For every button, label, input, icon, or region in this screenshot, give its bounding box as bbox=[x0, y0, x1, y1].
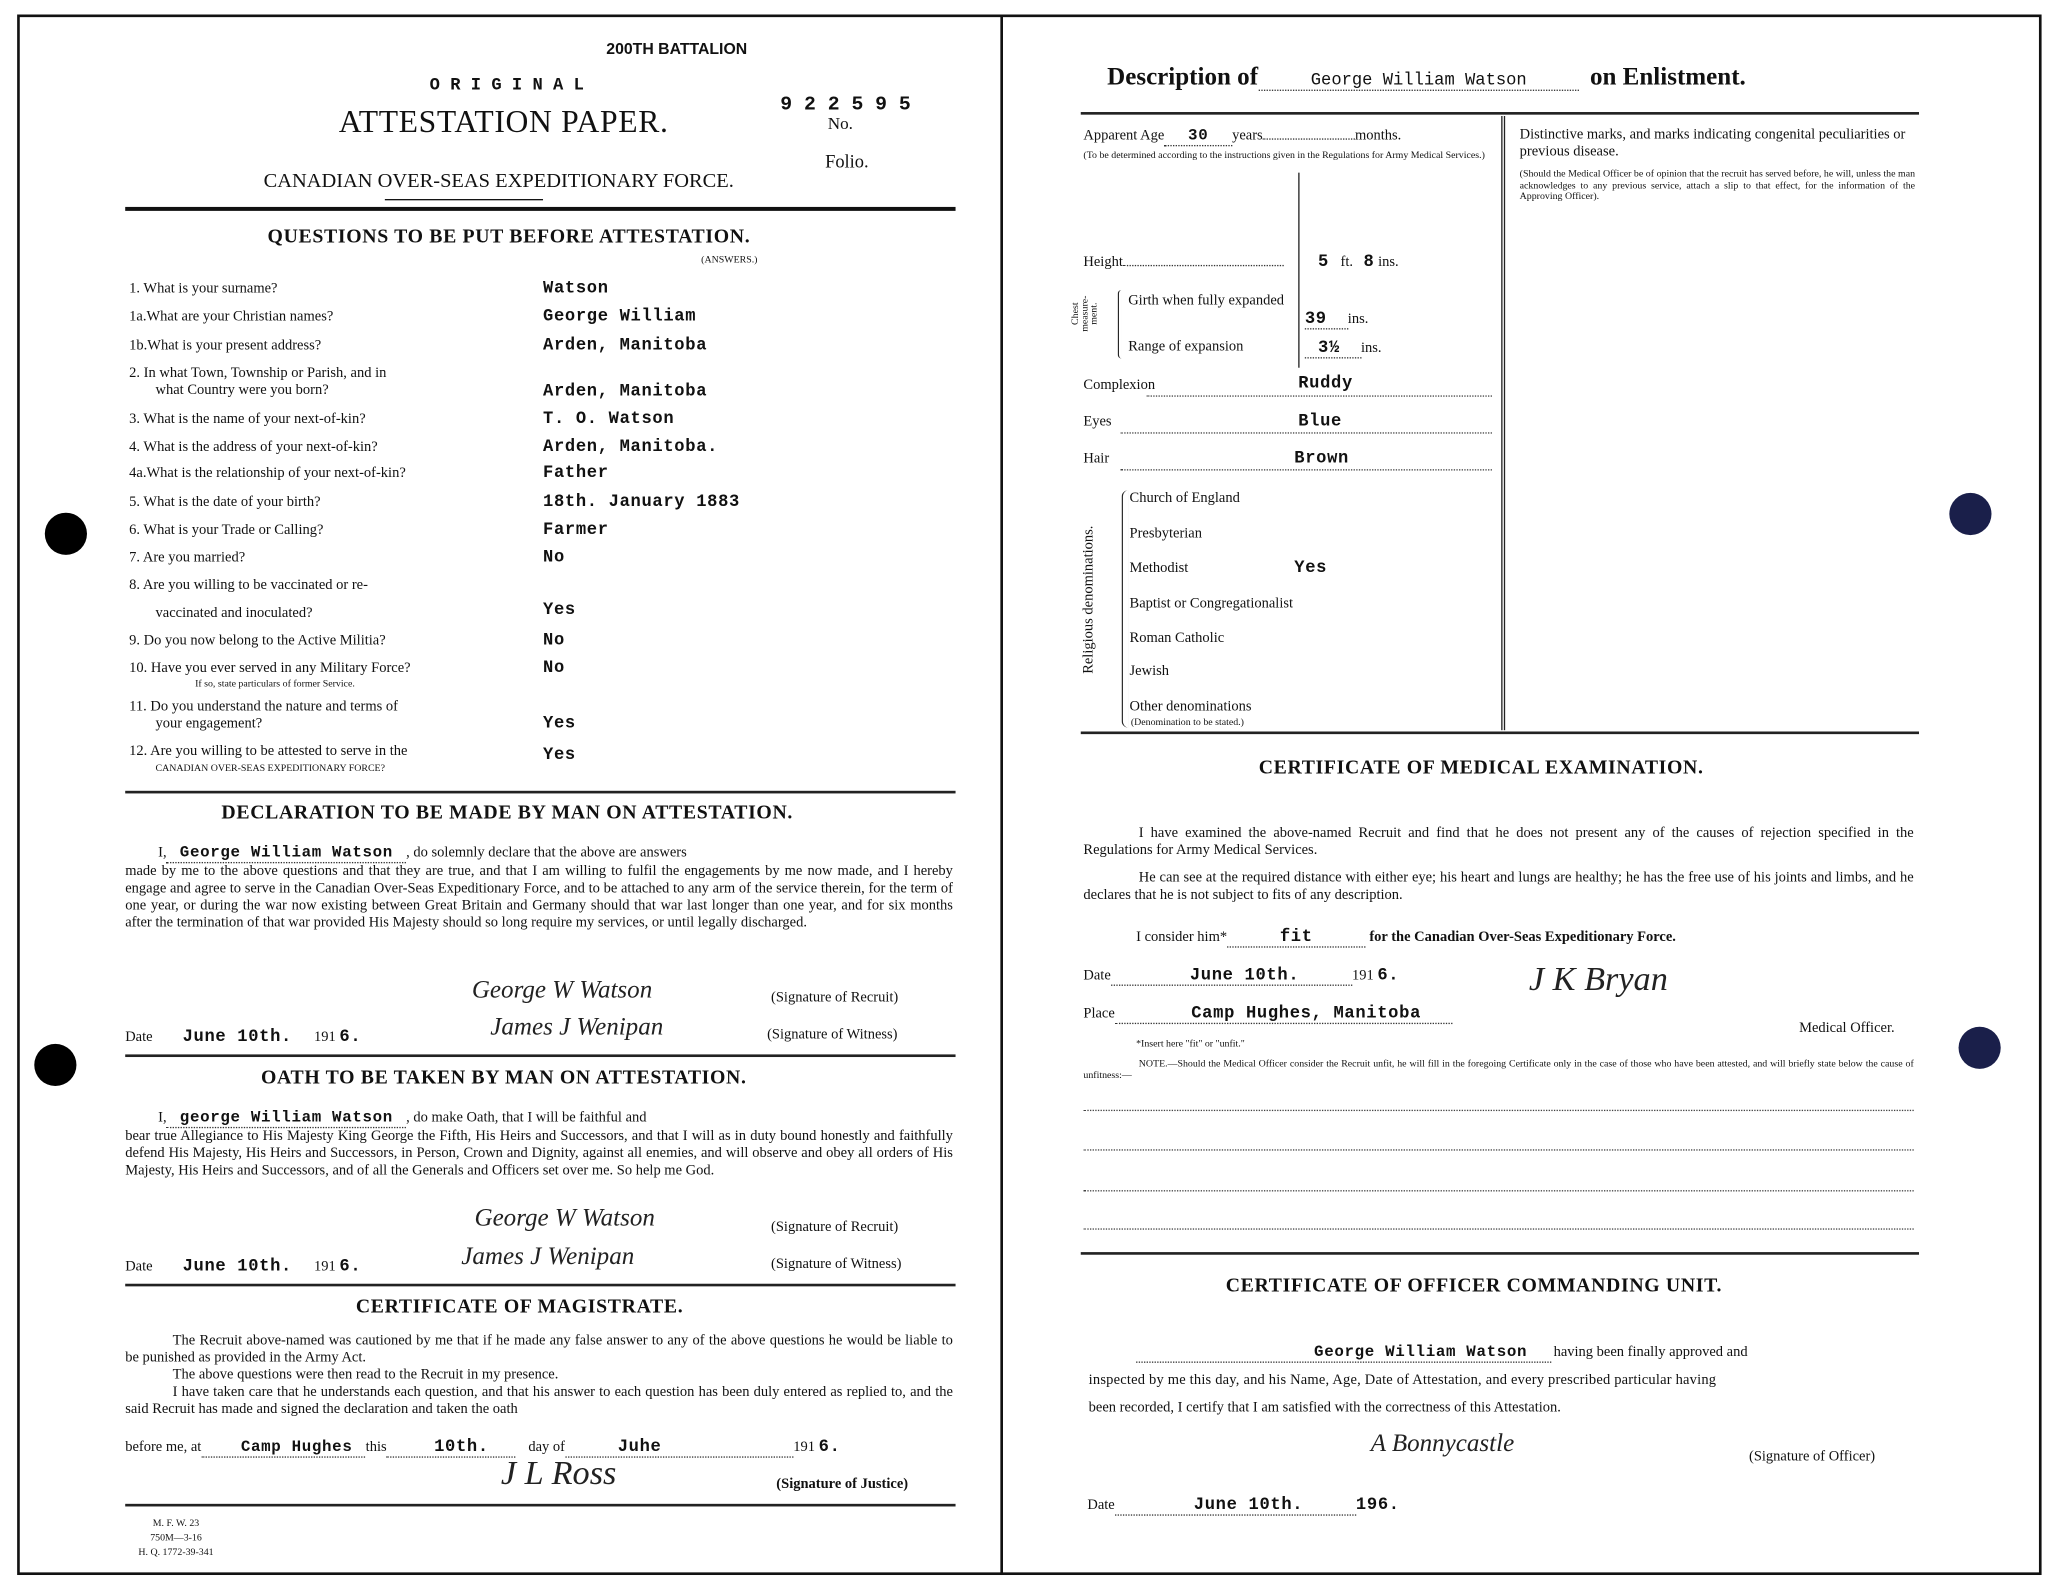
questions-heading: QUESTIONS TO BE PUT BEFORE ATTESTATION. bbox=[267, 226, 751, 248]
punch-hole bbox=[45, 513, 87, 555]
punch-hole bbox=[1949, 493, 1991, 535]
medical-text-1: I have examined the above-named Recruit and find that he does not present any of the causes of rejection specified in the Regulations for Army Medical Services. bbox=[1083, 825, 1914, 859]
text-label: 191 bbox=[1351, 967, 1374, 984]
text-label: Have you ever served in any Military Force? bbox=[150, 660, 411, 677]
answer-field: No bbox=[543, 546, 565, 567]
bracket bbox=[1118, 290, 1122, 359]
text-label: Description of bbox=[1107, 63, 1259, 91]
divider bbox=[1081, 112, 1919, 115]
divider bbox=[125, 207, 955, 211]
text-segment bbox=[1136, 1343, 1748, 1363]
text-label: 9. bbox=[129, 632, 141, 649]
text-label: on Enlistment. bbox=[1589, 63, 1746, 91]
text-label: 7. bbox=[129, 549, 141, 566]
blank-line bbox=[1083, 1228, 1913, 1229]
question-row bbox=[129, 577, 368, 593]
text-label: What are your Christian names? bbox=[146, 308, 334, 325]
original-stamp: O R I G I N A L bbox=[429, 75, 584, 95]
divider bbox=[125, 1504, 955, 1507]
page-divider bbox=[1000, 14, 1003, 1575]
text-segment bbox=[1136, 927, 1676, 948]
fitness-value: fit bbox=[1227, 927, 1365, 948]
regimental-number: 9 2 2 5 9 5 bbox=[780, 93, 911, 116]
answer-field: George William bbox=[543, 305, 697, 326]
answer-field: Arden, Manitoba. bbox=[543, 436, 719, 457]
question-row bbox=[129, 337, 321, 353]
complexion-value: Ruddy bbox=[1298, 372, 1353, 393]
answer-field: No bbox=[543, 657, 565, 678]
text-segment bbox=[1120, 469, 1492, 470]
description-title bbox=[1107, 63, 1746, 92]
answer-field: No bbox=[543, 630, 565, 650]
answer-field: Arden, Manitoba bbox=[543, 334, 708, 355]
text-label: , do solemnly declare that the above are answers bbox=[406, 844, 687, 861]
witness-signature: James J Wenipan bbox=[490, 1013, 664, 1042]
text-label: What is your surname? bbox=[143, 280, 278, 297]
text-label: for the Canadian Over-Seas Expeditionary Force. bbox=[1369, 929, 1676, 946]
religion-row: Church of England bbox=[1129, 490, 1240, 507]
answer-field: Father bbox=[543, 462, 609, 483]
officer-date: June 10th. bbox=[1115, 1495, 1356, 1516]
eyes-label: Eyes bbox=[1083, 413, 1112, 430]
medical-date: June 10th. bbox=[1111, 965, 1352, 986]
question-row bbox=[129, 550, 245, 566]
text-segment bbox=[1083, 1003, 1452, 1024]
text-label: 6. bbox=[1377, 964, 1400, 985]
eyes-value: Blue bbox=[1298, 411, 1343, 431]
divider bbox=[1081, 731, 1919, 734]
question-row-cont: If so, state particulars of former Service. bbox=[195, 677, 355, 690]
text-segment bbox=[158, 844, 687, 864]
chest-range: 3½ bbox=[1305, 337, 1361, 358]
text-label: 11. bbox=[129, 698, 147, 715]
magistrate-place: Camp Hughes bbox=[201, 1438, 365, 1458]
justice-signature: J L Ross bbox=[500, 1453, 617, 1492]
date-field: June 10th. bbox=[182, 1026, 292, 1047]
question-row bbox=[129, 633, 386, 649]
text-label: 196. bbox=[1355, 1494, 1400, 1515]
question-row-cont: your engagement? bbox=[155, 715, 263, 732]
form-footer bbox=[138, 1516, 213, 1559]
column-divider bbox=[1501, 116, 1505, 730]
blank-line bbox=[1083, 1190, 1913, 1191]
text-label: 6. bbox=[339, 1256, 362, 1276]
officer-heading: CERTIFICATE OF OFFICER COMMANDING UNIT. bbox=[1225, 1275, 1723, 1297]
text-label: What is the name of your next-of-kin? bbox=[143, 411, 366, 428]
question-row-cont: what Country were you born? bbox=[155, 382, 329, 399]
denomination-note: (Denomination to be stated.) bbox=[1130, 715, 1244, 728]
text-segment bbox=[1147, 395, 1492, 396]
text-label: ins. bbox=[1360, 340, 1382, 356]
text-segment bbox=[1263, 138, 1355, 139]
bracket bbox=[1122, 490, 1129, 727]
unfit-note: NOTE.—Should the Medical Officer consider the Recruit unfit, he will fill in the foregoing Certificate only in the case of those who have been attested, and will briefly state below the cause of unfitness:— bbox=[1083, 1057, 1914, 1081]
religion-row: Roman Catholic bbox=[1129, 630, 1225, 646]
recruit-signature: George W Watson bbox=[471, 976, 653, 1005]
text-label: 6. bbox=[818, 1436, 841, 1457]
text-segment bbox=[1083, 127, 1401, 147]
subtitle: CANADIAN OVER-SEAS EXPEDITIONARY FORCE. bbox=[263, 170, 734, 193]
blank-line bbox=[1083, 1110, 1913, 1111]
text-label: 4. bbox=[129, 438, 141, 455]
no-label: No. bbox=[827, 113, 853, 134]
divider bbox=[1081, 1252, 1919, 1255]
text-label: Place bbox=[1083, 1005, 1115, 1022]
medical-officer-label: Medical Officer. bbox=[1799, 1020, 1895, 1036]
text-label: What is the relationship of your next-of-kin? bbox=[146, 465, 406, 482]
question-row bbox=[129, 522, 323, 538]
text-label: Date bbox=[125, 1029, 153, 1046]
magistrate-day: 10th. bbox=[387, 1437, 516, 1458]
text-label: Height bbox=[1083, 254, 1123, 271]
religion-row: Presbyterian bbox=[1129, 525, 1202, 542]
officer-signature: A Bonnycastle bbox=[1370, 1430, 1515, 1458]
text-label: Date bbox=[1087, 1497, 1115, 1514]
text-label: 1b. bbox=[129, 337, 148, 354]
text-label: 191 bbox=[793, 1439, 816, 1456]
religion-row: Methodist bbox=[1129, 560, 1189, 576]
magistrate-heading: CERTIFICATE OF MAGISTRATE. bbox=[355, 1296, 684, 1318]
question-row bbox=[129, 411, 365, 427]
text-label: 1. bbox=[129, 280, 141, 297]
text-label: this bbox=[365, 1439, 387, 1456]
text-label: M. F. W. 23 bbox=[152, 1517, 200, 1529]
medical-text-2: He can see at the required distance with either eye; his heart and lungs are healthy; he has the free use of his joints and limbs, and he declares that he is not subject to fits of any description. bbox=[1083, 869, 1914, 903]
text-label: Do you understand the nature and terms of bbox=[150, 698, 398, 715]
text-segment bbox=[1123, 265, 1284, 266]
text-label: Apparent Age bbox=[1083, 127, 1165, 144]
oath-name: george William Watson bbox=[167, 1108, 407, 1128]
text-segment bbox=[1083, 965, 1399, 986]
signature-of-justice-label: (Signature of Justice) bbox=[776, 1476, 909, 1492]
divider bbox=[125, 1054, 955, 1057]
answer-field: Watson bbox=[543, 278, 609, 298]
officer-recruit-name: George William Watson bbox=[1136, 1343, 1551, 1363]
religion-row: Baptist or Congregationalist bbox=[1129, 595, 1294, 612]
magistrate-month: Juhe bbox=[565, 1437, 793, 1458]
text-label: ins. bbox=[1347, 311, 1369, 327]
text-label: Do you now belong to the Active Militia? bbox=[143, 632, 386, 649]
column-divider bbox=[1298, 173, 1299, 368]
signature-of-recruit-label: (Signature of Recruit) bbox=[771, 1219, 899, 1235]
text-segment bbox=[1128, 339, 1243, 355]
answer-field: T. O. Watson bbox=[543, 408, 675, 429]
text-label: , do make Oath, that I will be faithful and bbox=[406, 1109, 647, 1126]
text-label: 1a. bbox=[129, 308, 147, 325]
text-label: 191 bbox=[314, 1029, 336, 1046]
hair-label: Hair bbox=[1083, 450, 1110, 467]
age-years: 30 bbox=[1164, 127, 1232, 147]
magistrate-text-3: I have taken care that he understands each question, and that his answer to each question has been duly entered as replied to, and the said Recruit has made and signed the declaration and taken the oath bbox=[125, 1383, 953, 1417]
signature-of-witness-label: (Signature of Witness) bbox=[771, 1256, 902, 1272]
text-label: What is the address of your next-of-kin? bbox=[143, 438, 378, 455]
punch-hole bbox=[1959, 1027, 2001, 1069]
answers-label: (ANSWERS.) bbox=[701, 253, 758, 265]
medical-officer-signature: J K Bryan bbox=[1528, 959, 1668, 998]
text-label: 12. bbox=[129, 743, 148, 760]
distinctive-marks-note: (Should the Medical Officer be of opinion that the recruit has served before, he will, unless the man acknowledges to any previous service, attach a slip to that effect, for the information of the Approving Officer). bbox=[1519, 167, 1916, 202]
hair-value: Brown bbox=[1294, 448, 1349, 468]
text-label: 6. bbox=[129, 521, 141, 538]
question-row bbox=[129, 365, 386, 381]
text-label: Range of expansion bbox=[1128, 338, 1244, 355]
question-row bbox=[129, 281, 277, 297]
text-label: years bbox=[1232, 127, 1263, 144]
answer-field: Yes bbox=[543, 744, 576, 765]
text-segment bbox=[1305, 337, 1382, 358]
text-label: What is your present address? bbox=[147, 337, 322, 354]
medical-place: Camp Hughes, Manitoba bbox=[1115, 1003, 1453, 1024]
text-label: Are you willing to be attested to serve in the bbox=[150, 743, 408, 760]
text-label: I, bbox=[158, 1109, 167, 1126]
text-label: Are you willing to be vaccinated or re- bbox=[142, 577, 368, 594]
text-segment bbox=[1305, 308, 1369, 329]
text-label: In what Town, Township or Parish, and in bbox=[143, 365, 387, 381]
answer-field: Farmer bbox=[543, 519, 609, 540]
declaration-name: George William Watson bbox=[167, 844, 407, 864]
text-label: Are you married? bbox=[142, 549, 246, 566]
girth-label: Girth when fully expanded bbox=[1128, 292, 1285, 309]
text-label: 750M—3-16 bbox=[150, 1531, 202, 1544]
punch-hole bbox=[34, 1044, 76, 1086]
question-row bbox=[129, 439, 378, 455]
answer-field: Arden, Manitoba bbox=[543, 380, 708, 401]
officer-text: inspected by me this day, and his Name, Age, Date of Attestation, and every prescribed particular having bbox=[1088, 1372, 1717, 1388]
text-segment bbox=[125, 1437, 840, 1458]
question-row bbox=[129, 465, 406, 481]
text-label: 3. bbox=[129, 411, 141, 428]
blank-line bbox=[1083, 1149, 1913, 1150]
folio-label: Folio. bbox=[825, 152, 869, 173]
oath-text: bear true Allegiance to His Majesty King George the Fifth, His Heirs and Successors, and that I will as in duty bound honestly and faithfully defend His Majesty, His Heirs and Successors, in Person, Crown and Dignity, against all enemies, and will observe and obey all orders of His Majesty, His Heirs and Successors, and of all the Generals and Officers set over me. So help me God. bbox=[125, 1128, 953, 1179]
answer-field: Yes bbox=[543, 599, 576, 620]
magistrate-text-2: The above questions were then read to the Recruit in my presence. bbox=[172, 1366, 559, 1383]
declaration-text: made by me to the above questions and that they are true, and that I am willing to fulfil the engagements by me now made, and I hereby engage and agree to serve in the Canadian Over-Seas Expeditionary Force, and to be attached to any arm of the service therein, for the term of one year, or during the war now existing between Great Britain and Germany should that war last longer than one year, and for six months after the termination of that war provided His Majesty should so long require my services, or until legally discharged. bbox=[125, 863, 953, 931]
text-segment bbox=[158, 1108, 646, 1128]
text-label: Date bbox=[125, 1258, 153, 1275]
religion-row: Jewish bbox=[1129, 662, 1170, 679]
religion-row: Other denominations bbox=[1129, 698, 1252, 715]
height-ft: 5 bbox=[1318, 251, 1329, 272]
religion-value: Yes bbox=[1294, 557, 1328, 578]
signature-of-recruit-label: (Signature of Recruit) bbox=[771, 989, 899, 1006]
distinctive-marks-label: Distinctive marks, and marks indicating congenital peculiarities or previous disease. bbox=[1519, 126, 1906, 160]
religion-label: Religious denominations. bbox=[1080, 525, 1097, 674]
recruit-signature: George W Watson bbox=[474, 1204, 655, 1233]
declaration-heading: DECLARATION TO BE MADE BY MAN ON ATTESTATION. bbox=[221, 802, 794, 824]
text-label: What is the date of your birth? bbox=[143, 494, 321, 511]
text-segment bbox=[1318, 252, 1399, 272]
text-label: 4a. bbox=[129, 465, 147, 482]
signature-of-witness-label: (Signature of Witness) bbox=[767, 1026, 898, 1043]
question-row bbox=[129, 494, 320, 510]
text-label: 2. bbox=[129, 365, 141, 381]
chest-label: Chest measure-ment. bbox=[1068, 295, 1100, 332]
text-label: What is your Trade or Calling? bbox=[143, 521, 324, 538]
height-in: 8 bbox=[1363, 251, 1375, 272]
officer-text: been recorded, I certify that I am satisfied with the correctness of this Attestation. bbox=[1088, 1399, 1561, 1416]
signature-of-officer-label: (Signature of Officer) bbox=[1748, 1448, 1876, 1465]
text-segment bbox=[1083, 254, 1283, 270]
complexion-label: Complexion bbox=[1083, 376, 1156, 393]
battalion-stamp: 200TH BATTALION bbox=[606, 39, 748, 58]
text-segment bbox=[125, 1256, 361, 1276]
divider bbox=[125, 1284, 955, 1287]
text-label: ins. bbox=[1378, 254, 1399, 271]
text-label: 191 bbox=[314, 1258, 336, 1275]
chest-girth: 39 bbox=[1305, 308, 1348, 329]
answer-field: 18th. January 1883 bbox=[543, 491, 740, 512]
oath-heading: OATH TO BE TAKEN BY MAN ON ATTESTATION. bbox=[260, 1067, 747, 1089]
text-segment bbox=[1120, 432, 1492, 433]
question-row bbox=[129, 743, 407, 759]
text-label: 8. bbox=[129, 577, 141, 594]
text-label: 5. bbox=[129, 494, 141, 511]
insert-note: *Insert here "fit" or "unfit." bbox=[1136, 1037, 1245, 1050]
question-row-cont: CANADIAN OVER-SEAS EXPEDITIONARY FORCE? bbox=[155, 761, 386, 774]
text-label: 6. bbox=[339, 1026, 362, 1047]
question-row bbox=[129, 699, 398, 715]
answer-field: Yes bbox=[543, 713, 576, 733]
text-segment bbox=[125, 1027, 361, 1047]
text-label: having been finally approved and bbox=[1553, 1344, 1748, 1361]
text-label: I consider him* bbox=[1136, 929, 1228, 946]
question-row bbox=[129, 308, 333, 324]
text-label: Date bbox=[1083, 967, 1111, 984]
divider bbox=[385, 199, 543, 200]
question-row bbox=[129, 660, 410, 676]
medical-heading: CERTIFICATE OF MEDICAL EXAMINATION. bbox=[1258, 757, 1704, 779]
witness-signature: James J Wenipan bbox=[461, 1242, 635, 1271]
text-label: months. bbox=[1354, 127, 1402, 144]
text-label: 10. bbox=[129, 660, 148, 677]
text-label: before me, at bbox=[125, 1439, 202, 1456]
document-title: ATTESTATION PAPER. bbox=[338, 105, 669, 140]
question-row-cont: vaccinated and inoculated? bbox=[155, 604, 313, 621]
text-label: ft. bbox=[1340, 254, 1353, 271]
text-segment bbox=[1087, 1495, 1399, 1516]
recruit-name: George William Watson bbox=[1258, 70, 1579, 91]
text-label: I, bbox=[158, 844, 167, 861]
age-note: (To be determined according to the instructions given in the Regulations for Army Medical Services.) bbox=[1083, 148, 1485, 161]
date-field: June 10th. bbox=[182, 1256, 292, 1276]
divider bbox=[125, 791, 955, 794]
text-label: day of bbox=[528, 1439, 565, 1456]
text-label: H. Q. 1772-39-341 bbox=[138, 1546, 214, 1558]
magistrate-text-1: The Recruit above-named was cautioned by me that if he made any false answer to any of the above questions he would be liable to be punished as provided in the Army Act. bbox=[125, 1332, 953, 1366]
